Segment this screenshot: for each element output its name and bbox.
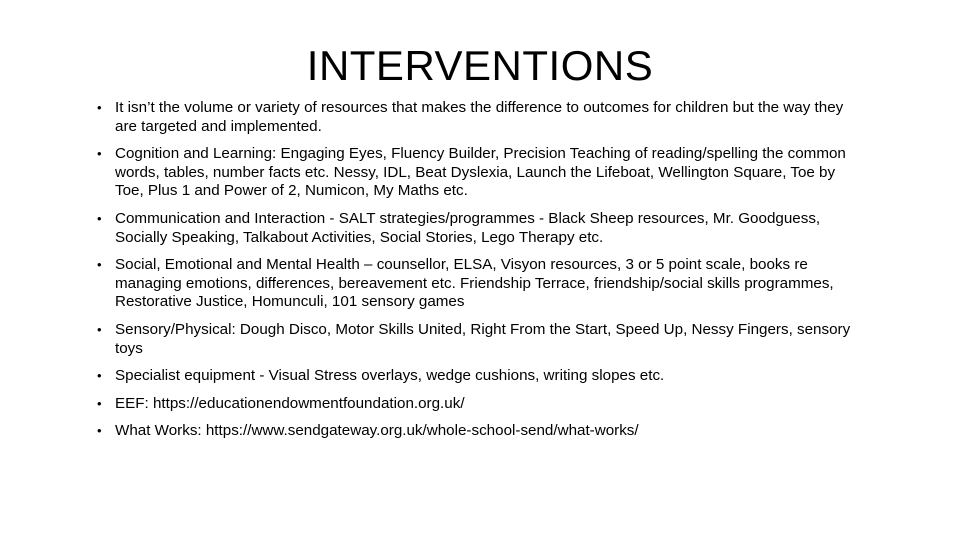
bullet-dot-icon: • [97, 257, 102, 273]
bullet-text: Specialist equipment - Visual Stress overlays, wedge cushions, writing slopes etc. [115, 367, 665, 385]
bullet-dot-icon: • [97, 321, 102, 337]
slide-title: INTERVENTIONS [306, 42, 654, 89]
bullet-text: It isn’t the volume or variety of resources that makes the difference to outcomes for children but the way they are targeted and implemented. [115, 99, 844, 135]
bullet-dot-icon: • [97, 210, 102, 226]
bullet-text: Communication and Interaction - SALT strategies/programmes - Black Sheep resources, Mr. Goodguess, Socially Speaking, Talkabout Activities, Social Stories, Lego Therapy etc. [115, 209, 821, 246]
bullet-item [96, 256, 856, 312]
bullet-dot-icon: • [97, 368, 102, 384]
bullet-dot-icon: • [97, 146, 102, 162]
bullet-dot-icon: • [97, 100, 102, 115]
bullet-item [96, 321, 856, 358]
bullet-text: EEF: https://educationendowmentfoundation.org.uk/ [115, 394, 465, 412]
bullet-list [96, 99, 856, 450]
bullet-item [96, 395, 856, 414]
bullet-text: Social, Emotional and Mental Health – counsellor, ELSA, Visyon resources, 3 or 5 point scale, books re managing emotions, differences, bereavement etc. Friendship Terrace, friendship/social skills programmes, Restorative Justice, Homunculi, 101 sensory games [115, 256, 834, 311]
bullet-text: Cognition and Learning: Engaging Eyes, Fluency Builder, Precision Teaching of reading/spelling the common words, tables, number facts etc. Nessy, IDL, Beat Dyslexia, Launch the Lifeboat, Wellington Square, Toe by Toe, Plus 1 and Power of 2, Numicon, My Maths etc. [115, 145, 846, 200]
bullet-item [96, 145, 856, 201]
bullet-dot-icon: • [97, 423, 102, 439]
bullet-text: What Works: https://www.sendgateway.org.uk/whole-school-send/what-works/ [115, 422, 639, 440]
bullet-text: Sensory/Physical: Dough Disco, Motor Skills United, Right From the Start, Speed Up, Nessy Fingers, sensory toys [115, 320, 851, 357]
bullet-dot-icon: • [97, 395, 102, 411]
bullet-item [96, 99, 856, 136]
bullet-item [96, 422, 856, 441]
bullet-item [96, 210, 856, 247]
bullet-item [96, 367, 856, 386]
